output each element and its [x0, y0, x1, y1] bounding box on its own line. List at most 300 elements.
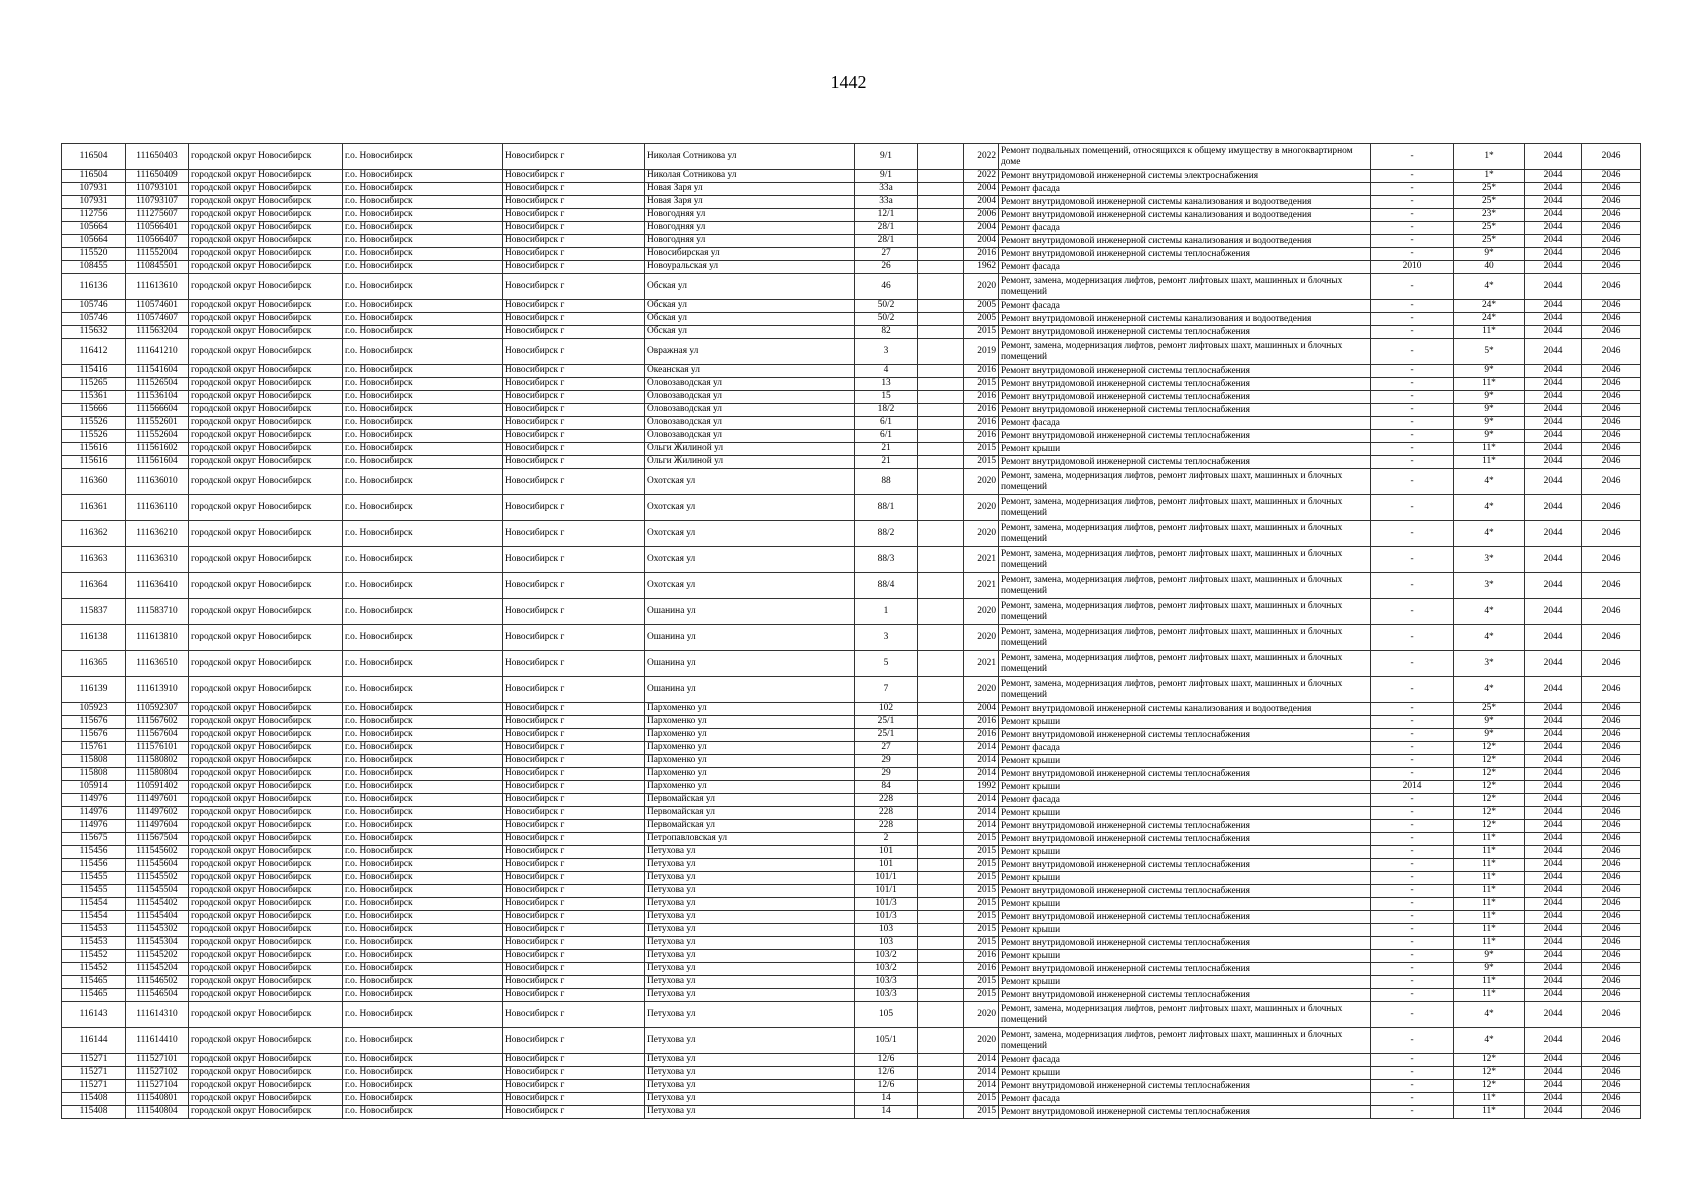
plan-start-cell: 2044 [1525, 170, 1582, 183]
district-cell: городской округ Новосибирск [189, 235, 343, 248]
house-id-cell: 116139 [62, 677, 126, 703]
construction-year-cell: 2022 [964, 144, 999, 170]
street-cell: Пархоменко ул [645, 781, 855, 794]
plan-start-cell: 2044 [1525, 521, 1582, 547]
street-cell: Новогодняя ул [645, 209, 855, 222]
city-cell: Новосибирск г [503, 456, 645, 469]
empty-cell [918, 391, 964, 404]
last-repair-year-cell: - [1371, 768, 1454, 781]
last-repair-year-cell: - [1371, 963, 1454, 976]
wear-cell: 11* [1454, 872, 1525, 885]
last-repair-year-cell: - [1371, 742, 1454, 755]
empty-cell [918, 339, 964, 365]
table-row [62, 391, 1641, 404]
plan-start-cell: 2044 [1525, 859, 1582, 872]
plan-end-cell: 2046 [1582, 1054, 1641, 1067]
street-cell: Первомайская ул [645, 807, 855, 820]
element-id-cell: 111566604 [126, 404, 189, 417]
house-id-cell: 115676 [62, 716, 126, 729]
table-row [62, 456, 1641, 469]
construction-year-cell: 2016 [964, 391, 999, 404]
construction-year-cell: 2016 [964, 417, 999, 430]
element-id-cell: 111552604 [126, 430, 189, 443]
empty-cell [918, 547, 964, 573]
element-id-cell: 111546504 [126, 989, 189, 1002]
table-row [62, 1002, 1641, 1028]
element-id-cell: 111636010 [126, 469, 189, 495]
district-cell: городской округ Новосибирск [189, 833, 343, 846]
house-id-cell: 115526 [62, 417, 126, 430]
construction-year-cell: 2004 [964, 235, 999, 248]
last-repair-year-cell: - [1371, 495, 1454, 521]
last-repair-year-cell: - [1371, 1106, 1454, 1119]
table-row [62, 326, 1641, 339]
empty-cell [918, 742, 964, 755]
building-number-cell: 103 [855, 937, 918, 950]
plan-start-cell: 2044 [1525, 625, 1582, 651]
element-id-cell: 111613810 [126, 625, 189, 651]
element-id-cell: 110793101 [126, 183, 189, 196]
construction-year-cell: 2015 [964, 846, 999, 859]
work-type-cell: Ремонт внутридомовой инженерной системы теплоснабжения [999, 989, 1371, 1002]
building-number-cell: 101/3 [855, 911, 918, 924]
plan-start-cell: 2044 [1525, 846, 1582, 859]
district-cell: городской округ Новосибирск [189, 950, 343, 963]
empty-cell [918, 768, 964, 781]
plan-start-cell: 2044 [1525, 326, 1582, 339]
city-cell: Новосибирск г [503, 885, 645, 898]
district-cell: городской округ Новосибирск [189, 573, 343, 599]
building-number-cell: 9/1 [855, 144, 918, 170]
street-cell: Ошанина ул [645, 625, 855, 651]
element-id-cell: 111527101 [126, 1054, 189, 1067]
plan-start-cell: 2044 [1525, 872, 1582, 885]
plan-start-cell: 2044 [1525, 989, 1582, 1002]
element-id-cell: 111583710 [126, 599, 189, 625]
plan-start-cell: 2044 [1525, 976, 1582, 989]
construction-year-cell: 2014 [964, 755, 999, 768]
work-type-cell: Ремонт внутридомовой инженерной системы теплоснабжения [999, 404, 1371, 417]
municipality-cell: г.о. Новосибирск [343, 1028, 503, 1054]
municipality-cell: г.о. Новосибирск [343, 170, 503, 183]
wear-cell: 4* [1454, 274, 1525, 300]
street-cell: Оловозаводская ул [645, 378, 855, 391]
last-repair-year-cell: - [1371, 716, 1454, 729]
street-cell: Новосибирская ул [645, 248, 855, 261]
city-cell: Новосибирск г [503, 235, 645, 248]
wear-cell: 4* [1454, 1028, 1525, 1054]
district-cell: городской округ Новосибирск [189, 339, 343, 365]
house-id-cell: 114976 [62, 794, 126, 807]
house-id-cell: 115452 [62, 963, 126, 976]
municipality-cell: г.о. Новосибирск [343, 781, 503, 794]
empty-cell [918, 807, 964, 820]
work-type-cell: Ремонт внутридомовой инженерной системы теплоснабжения [999, 430, 1371, 443]
last-repair-year-cell: - [1371, 1002, 1454, 1028]
street-cell: Петухова ул [645, 872, 855, 885]
street-cell: Охотская ул [645, 469, 855, 495]
work-type-cell: Ремонт внутридомовой инженерной системы теплоснабжения [999, 248, 1371, 261]
building-number-cell: 88/4 [855, 573, 918, 599]
table-row [62, 417, 1641, 430]
district-cell: городской округ Новосибирск [189, 677, 343, 703]
building-number-cell: 5 [855, 651, 918, 677]
empty-cell [918, 846, 964, 859]
element-id-cell: 110574601 [126, 300, 189, 313]
building-number-cell: 228 [855, 820, 918, 833]
plan-start-cell: 2044 [1525, 378, 1582, 391]
wear-cell: 4* [1454, 521, 1525, 547]
house-id-cell: 115416 [62, 365, 126, 378]
element-id-cell: 110566401 [126, 222, 189, 235]
wear-cell: 9* [1454, 365, 1525, 378]
wear-cell: 12* [1454, 742, 1525, 755]
street-cell: Охотская ул [645, 547, 855, 573]
building-number-cell: 101/1 [855, 885, 918, 898]
work-type-cell: Ремонт крыши [999, 846, 1371, 859]
house-id-cell: 116362 [62, 521, 126, 547]
building-number-cell: 12/1 [855, 209, 918, 222]
element-id-cell: 110793107 [126, 196, 189, 209]
plan-end-cell: 2046 [1582, 1106, 1641, 1119]
city-cell: Новосибирск г [503, 521, 645, 547]
wear-cell: 4* [1454, 625, 1525, 651]
table-row [62, 378, 1641, 391]
construction-year-cell: 2015 [964, 924, 999, 937]
empty-cell [918, 248, 964, 261]
municipality-cell: г.о. Новосибирск [343, 950, 503, 963]
work-type-cell: Ремонт внутридомовой инженерной системы теплоснабжения [999, 391, 1371, 404]
last-repair-year-cell: - [1371, 859, 1454, 872]
city-cell: Новосибирск г [503, 274, 645, 300]
wear-cell: 9* [1454, 404, 1525, 417]
construction-year-cell: 2015 [964, 989, 999, 1002]
municipality-cell: г.о. Новосибирск [343, 495, 503, 521]
plan-start-cell: 2044 [1525, 274, 1582, 300]
wear-cell: 9* [1454, 950, 1525, 963]
building-number-cell: 4 [855, 365, 918, 378]
table-row [62, 144, 1641, 170]
municipality-cell: г.о. Новосибирск [343, 1106, 503, 1119]
wear-cell: 11* [1454, 378, 1525, 391]
municipality-cell: г.о. Новосибирск [343, 924, 503, 937]
element-id-cell: 111545204 [126, 963, 189, 976]
table-row [62, 781, 1641, 794]
city-cell: Новосибирск г [503, 1093, 645, 1106]
plan-end-cell: 2046 [1582, 235, 1641, 248]
wear-cell: 23* [1454, 209, 1525, 222]
work-type-cell: Ремонт крыши [999, 716, 1371, 729]
house-id-cell: 114976 [62, 807, 126, 820]
city-cell: Новосибирск г [503, 703, 645, 716]
plan-start-cell: 2044 [1525, 924, 1582, 937]
district-cell: городской округ Новосибирск [189, 625, 343, 651]
district-cell: городской округ Новосибирск [189, 794, 343, 807]
plan-start-cell: 2044 [1525, 222, 1582, 235]
plan-end-cell: 2046 [1582, 599, 1641, 625]
last-repair-year-cell: - [1371, 573, 1454, 599]
plan-end-cell: 2046 [1582, 833, 1641, 846]
construction-year-cell: 2016 [964, 404, 999, 417]
city-cell: Новосибирск г [503, 300, 645, 313]
plan-end-cell: 2046 [1582, 1080, 1641, 1093]
city-cell: Новосибирск г [503, 742, 645, 755]
plan-end-cell: 2046 [1582, 885, 1641, 898]
plan-end-cell: 2046 [1582, 261, 1641, 274]
plan-end-cell: 2046 [1582, 911, 1641, 924]
element-id-cell: 111613910 [126, 677, 189, 703]
work-type-cell: Ремонт внутридомовой инженерной системы канализования и водоотведения [999, 196, 1371, 209]
plan-start-cell: 2044 [1525, 573, 1582, 599]
building-number-cell: 28/1 [855, 222, 918, 235]
building-number-cell: 103/3 [855, 989, 918, 1002]
municipality-cell: г.о. Новосибирск [343, 820, 503, 833]
plan-start-cell: 2044 [1525, 768, 1582, 781]
empty-cell [918, 261, 964, 274]
street-cell: Петухова ул [645, 989, 855, 1002]
street-cell: Овражная ул [645, 339, 855, 365]
city-cell: Новосибирск г [503, 170, 645, 183]
work-type-cell: Ремонт крыши [999, 443, 1371, 456]
wear-cell: 11* [1454, 443, 1525, 456]
construction-year-cell: 2016 [964, 729, 999, 742]
work-type-cell: Ремонт внутридомовой инженерной системы теплоснабжения [999, 456, 1371, 469]
table-row [62, 807, 1641, 820]
plan-start-cell: 2044 [1525, 443, 1582, 456]
empty-cell [918, 781, 964, 794]
empty-cell [918, 833, 964, 846]
building-number-cell: 103 [855, 924, 918, 937]
construction-year-cell: 2014 [964, 807, 999, 820]
city-cell: Новосибирск г [503, 794, 645, 807]
element-id-cell: 110574607 [126, 313, 189, 326]
district-cell: городской округ Новосибирск [189, 170, 343, 183]
building-number-cell: 6/1 [855, 417, 918, 430]
street-cell: Ошанина ул [645, 651, 855, 677]
empty-cell [918, 1028, 964, 1054]
district-cell: городской округ Новосибирск [189, 196, 343, 209]
empty-cell [918, 365, 964, 378]
plan-start-cell: 2044 [1525, 716, 1582, 729]
work-type-cell: Ремонт крыши [999, 898, 1371, 911]
empty-cell [918, 651, 964, 677]
district-cell: городской округ Новосибирск [189, 183, 343, 196]
street-cell: Ольги Жилиной ул [645, 443, 855, 456]
plan-end-cell: 2046 [1582, 742, 1641, 755]
work-type-cell: Ремонт внутридомовой инженерной системы канализования и водоотведения [999, 209, 1371, 222]
street-cell: Океанская ул [645, 365, 855, 378]
table-row [62, 716, 1641, 729]
city-cell: Новосибирск г [503, 222, 645, 235]
house-id-cell: 116365 [62, 651, 126, 677]
city-cell: Новосибирск г [503, 378, 645, 391]
empty-cell [918, 222, 964, 235]
district-cell: городской округ Новосибирск [189, 417, 343, 430]
municipality-cell: г.о. Новосибирск [343, 651, 503, 677]
municipality-cell: г.о. Новосибирск [343, 404, 503, 417]
house-id-cell: 115454 [62, 911, 126, 924]
street-cell: Оловозаводская ул [645, 391, 855, 404]
street-cell: Оловозаводская ул [645, 417, 855, 430]
construction-year-cell: 2015 [964, 898, 999, 911]
house-id-cell: 105664 [62, 222, 126, 235]
street-cell: Новогодняя ул [645, 222, 855, 235]
wear-cell: 11* [1454, 885, 1525, 898]
municipality-cell: г.о. Новосибирск [343, 547, 503, 573]
last-repair-year-cell: - [1371, 339, 1454, 365]
element-id-cell: 111545304 [126, 937, 189, 950]
table-row [62, 469, 1641, 495]
table-row [62, 339, 1641, 365]
empty-cell [918, 170, 964, 183]
work-type-cell: Ремонт внутридомовой инженерной системы теплоснабжения [999, 768, 1371, 781]
municipality-cell: г.о. Новосибирск [343, 794, 503, 807]
wear-cell: 9* [1454, 391, 1525, 404]
city-cell: Новосибирск г [503, 248, 645, 261]
construction-year-cell: 2016 [964, 716, 999, 729]
last-repair-year-cell: - [1371, 183, 1454, 196]
last-repair-year-cell: - [1371, 872, 1454, 885]
construction-year-cell: 2004 [964, 222, 999, 235]
plan-end-cell: 2046 [1582, 872, 1641, 885]
district-cell: городской округ Новосибирск [189, 274, 343, 300]
plan-start-cell: 2044 [1525, 937, 1582, 950]
element-id-cell: 111552601 [126, 417, 189, 430]
street-cell: Оловозаводская ул [645, 404, 855, 417]
plan-start-cell: 2044 [1525, 469, 1582, 495]
plan-start-cell: 2044 [1525, 261, 1582, 274]
empty-cell [918, 794, 964, 807]
table-row [62, 1080, 1641, 1093]
house-id-cell: 115808 [62, 768, 126, 781]
municipality-cell: г.о. Новосибирск [343, 456, 503, 469]
plan-start-cell: 2044 [1525, 898, 1582, 911]
municipality-cell: г.о. Новосибирск [343, 716, 503, 729]
city-cell: Новосибирск г [503, 1106, 645, 1119]
street-cell: Новоуральская ул [645, 261, 855, 274]
repair-program-table [61, 143, 1641, 1119]
house-id-cell: 116361 [62, 495, 126, 521]
empty-cell [918, 898, 964, 911]
element-id-cell: 111545502 [126, 872, 189, 885]
element-id-cell: 111527102 [126, 1067, 189, 1080]
plan-start-cell: 2044 [1525, 599, 1582, 625]
municipality-cell: г.о. Новосибирск [343, 235, 503, 248]
work-type-cell: Ремонт внутридомовой инженерной системы электроснабжения [999, 170, 1371, 183]
last-repair-year-cell: - [1371, 209, 1454, 222]
construction-year-cell: 2016 [964, 430, 999, 443]
construction-year-cell: 2022 [964, 170, 999, 183]
last-repair-year-cell: - [1371, 1028, 1454, 1054]
plan-end-cell: 2046 [1582, 729, 1641, 742]
work-type-cell: Ремонт крыши [999, 872, 1371, 885]
construction-year-cell: 2021 [964, 547, 999, 573]
last-repair-year-cell: - [1371, 820, 1454, 833]
plan-end-cell: 2046 [1582, 716, 1641, 729]
table-row [62, 248, 1641, 261]
plan-start-cell: 2044 [1525, 833, 1582, 846]
house-id-cell: 115761 [62, 742, 126, 755]
plan-end-cell: 2046 [1582, 937, 1641, 950]
house-id-cell: 107931 [62, 196, 126, 209]
element-id-cell: 111545202 [126, 950, 189, 963]
work-type-cell: Ремонт внутридомовой инженерной системы теплоснабжения [999, 1106, 1371, 1119]
table-row [62, 222, 1641, 235]
element-id-cell: 110845501 [126, 261, 189, 274]
district-cell: городской округ Новосибирск [189, 937, 343, 950]
wear-cell: 11* [1454, 326, 1525, 339]
empty-cell [918, 755, 964, 768]
work-type-cell: Ремонт крыши [999, 781, 1371, 794]
element-id-cell: 111636110 [126, 495, 189, 521]
element-id-cell: 111497604 [126, 820, 189, 833]
building-number-cell: 84 [855, 781, 918, 794]
element-id-cell: 111561602 [126, 443, 189, 456]
work-type-cell: Ремонт крыши [999, 755, 1371, 768]
city-cell: Новосибирск г [503, 1080, 645, 1093]
last-repair-year-cell: - [1371, 846, 1454, 859]
plan-end-cell: 2046 [1582, 326, 1641, 339]
element-id-cell: 111536104 [126, 391, 189, 404]
plan-start-cell: 2044 [1525, 1028, 1582, 1054]
building-number-cell: 9/1 [855, 170, 918, 183]
wear-cell: 4* [1454, 1002, 1525, 1028]
wear-cell: 9* [1454, 417, 1525, 430]
municipality-cell: г.о. Новосибирск [343, 872, 503, 885]
last-repair-year-cell: 2010 [1371, 261, 1454, 274]
last-repair-year-cell: - [1371, 430, 1454, 443]
table-row [62, 937, 1641, 950]
plan-start-cell: 2044 [1525, 196, 1582, 209]
building-number-cell: 33а [855, 196, 918, 209]
street-cell: Петухова ул [645, 963, 855, 976]
plan-end-cell: 2046 [1582, 1028, 1641, 1054]
plan-end-cell: 2046 [1582, 1093, 1641, 1106]
plan-end-cell: 2046 [1582, 391, 1641, 404]
element-id-cell: 111614310 [126, 1002, 189, 1028]
plan-end-cell: 2046 [1582, 313, 1641, 326]
construction-year-cell: 2020 [964, 625, 999, 651]
construction-year-cell: 2020 [964, 495, 999, 521]
street-cell: Пархоменко ул [645, 729, 855, 742]
work-type-cell: Ремонт внутридомовой инженерной системы теплоснабжения [999, 378, 1371, 391]
wear-cell: 25* [1454, 703, 1525, 716]
wear-cell: 11* [1454, 846, 1525, 859]
city-cell: Новосибирск г [503, 404, 645, 417]
district-cell: городской округ Новосибирск [189, 521, 343, 547]
empty-cell [918, 859, 964, 872]
element-id-cell: 111545402 [126, 898, 189, 911]
wear-cell: 9* [1454, 729, 1525, 742]
plan-start-cell: 2044 [1525, 729, 1582, 742]
building-number-cell: 82 [855, 326, 918, 339]
element-id-cell: 111545504 [126, 885, 189, 898]
district-cell: городской округ Новосибирск [189, 1002, 343, 1028]
plan-start-cell: 2044 [1525, 950, 1582, 963]
building-number-cell: 14 [855, 1093, 918, 1106]
wear-cell: 9* [1454, 963, 1525, 976]
table-row [62, 1106, 1641, 1119]
work-type-cell: Ремонт внутридомовой инженерной системы теплоснабжения [999, 833, 1371, 846]
element-id-cell: 111541604 [126, 365, 189, 378]
street-cell: Петухова ул [645, 1067, 855, 1080]
empty-cell [918, 872, 964, 885]
house-id-cell: 116360 [62, 469, 126, 495]
wear-cell: 11* [1454, 1093, 1525, 1106]
city-cell: Новосибирск г [503, 1028, 645, 1054]
building-number-cell: 12/6 [855, 1054, 918, 1067]
house-id-cell: 115632 [62, 326, 126, 339]
